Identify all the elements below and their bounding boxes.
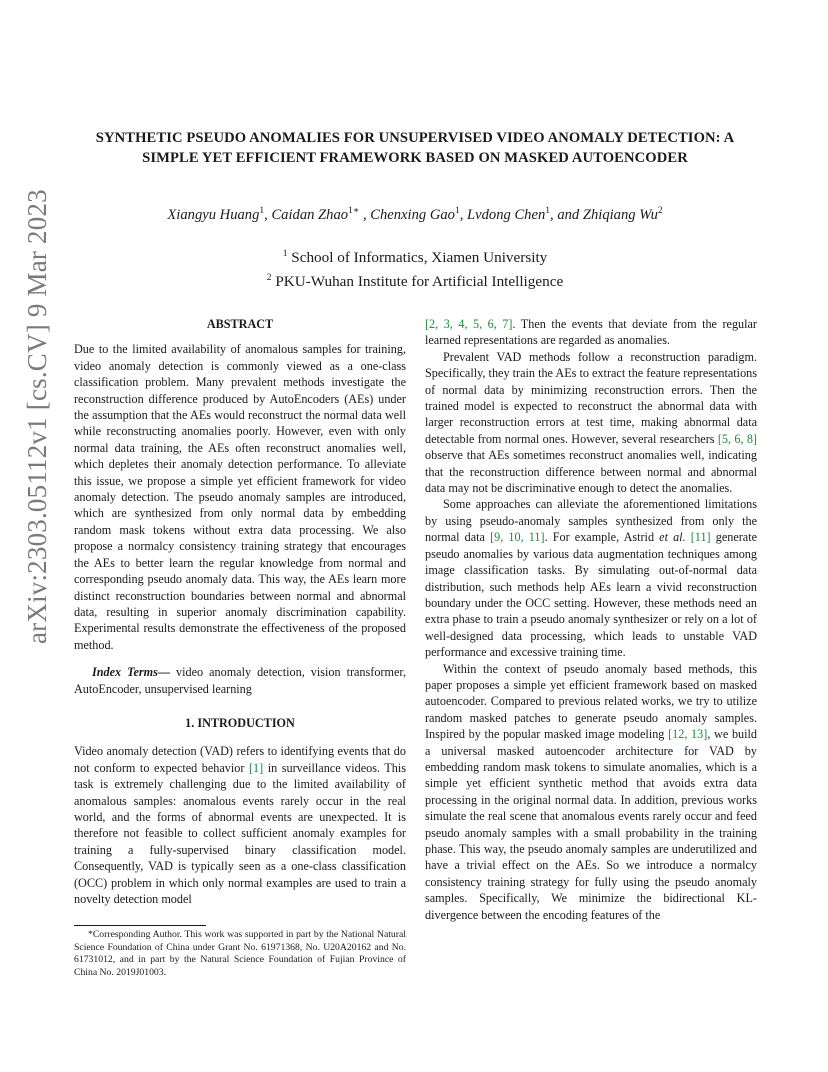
- affiliation-mark: 1: [282, 249, 288, 259]
- text-run: Within the context of pseudo anomaly based methods, this paper proposes a simple yet efficient framework based on masked autoencoder. Compared to previous related works, we try to utilize random masked patches to generate pseudo anomaly samples. Inspired by the popular masked image modeling: [425, 661, 757, 742]
- paragraph: [425, 496, 757, 660]
- author-list: Xiangyu Huang$^1$, Caidan Zhao$^{1∗}$ , Chenxing Gao$^1$, Lvdong Chen$^1$, and Zhiqiang Wu$^2$: [167, 206, 663, 223]
- author-name: Xiangyu Huang: [167, 206, 260, 223]
- arxiv-identifier: arXiv:2303.05112v1 [cs.CV] 9 Mar 2023: [22, 189, 52, 644]
- author-name: Chenxing Gao: [370, 206, 455, 223]
- author-name: Caidan Zhao: [271, 206, 349, 223]
- paragraph: [425, 316, 757, 349]
- author-mark: 1: [454, 206, 460, 216]
- index-terms-text: video anomaly detection, vision transformer, AutoEncoder, unsupervised learning: [74, 665, 406, 696]
- paper-title: SYNTHETIC PSEUDO ANOMALIES FOR UNSUPERVISED VIDEO ANOMALY DETECTION: A SIMPLE YET EFFICIENT FRAMEWORK BASED ON MASKED AUTOENCODER: [95, 130, 735, 166]
- author-name: Zhiqiang Wu: [582, 206, 658, 223]
- citation-link[interactable]: [9, 10, 11]: [490, 530, 545, 545]
- author-mark: 1: [259, 206, 265, 216]
- text-run: generate pseudo anomalies by various data augmentation techniques among image classification tasks. By simulating out-of-normal data distribution, such methods help AEs learn a vivid reconstruction boundary under the OCC setting. However, these methods need an extra phase to train a pseudo anomaly synthesizer or rely on a lot of well-designed data processing, which leads to unstable VAD performance and excessive training time.: [425, 530, 758, 660]
- citation-link[interactable]: [5, 6, 8]: [717, 431, 757, 446]
- author-mark: 1: [545, 206, 551, 216]
- left-column: [74, 316, 406, 907]
- citation-link[interactable]: [2, 3, 4, 5, 6, 7]: [425, 317, 513, 331]
- text-run: . For example, Astrid: [544, 530, 660, 545]
- author-mark: 2: [657, 206, 663, 216]
- footnote-rule: [74, 925, 206, 926]
- author-mark: 1∗: [348, 206, 360, 216]
- footnote: *Corresponding Author. This work was supported in part by the National Natural Science Foundation of China under Grant No. 61971368, No. U20A20162 and No. 61731012, and in part by the Natural Science Foundation of Fujian Province of China No. 2019J01003.: [74, 929, 406, 978]
- text-run: . Then the events that deviate from the regular learned representations are regarded as anomalies.: [425, 317, 757, 348]
- text-run: Prevalent VAD methods follow a reconstruction paradigm. Specifically, they train the AEs to extract the feature representations of normal data by minimizing reconstruction errors. Then the trained model is expected to reconstruct the abnormal data with larger reconstruction errors at test time, making abnormal data detectable from normal ones. However, several researchers: [425, 349, 757, 446]
- author-name: Lvdong Chen: [467, 206, 546, 223]
- affiliation-text: School of Informatics, Xiamen University: [291, 249, 548, 267]
- abstract-heading: ABSTRACT: [206, 317, 274, 331]
- citation-link[interactable]: [11]: [690, 530, 711, 545]
- paragraph: [425, 661, 757, 924]
- index-terms: [74, 664, 406, 697]
- text-run: et al.: [659, 530, 686, 545]
- text-run: observe that AEs sometimes reconstruct anomalies well, indicating that the reconstruction difference between normal and abnormal data may not be discriminative enough to detect the anomalies.: [425, 448, 757, 496]
- affiliation-mark: 2: [266, 273, 272, 284]
- abstract-text: Due to the limited availability of anomalous samples for training, video anomaly detection is commonly viewed as a one-class classification problem. Many prevalent methods investigate the reconstruction difference produced by AutoEncoders (AEs) under the assumption that the AEs would reconstruct the normal data well while reconstructing anomalies poorly. However, even with only normal data training, the AEs often reconstruct anomalies well, which depletes their anomaly detection performance. To alleviate this issue, we propose a simple yet efficient framework for video anomaly detection. The pseudo anomaly samples are introduced, which are synthesized from only normal data by embedding random mask tokens without extra data processing. We also propose a normalcy consistency training strategy that encourages the AEs to better learn the regular knowledge from normal and corresponding pseudo anomaly data. This way, the AEs learn more distinct reconstruction boundaries between normal and abnormal data, resulting in superior anomaly discrimination capability. Experimental results demonstrate the effectiveness of the proposed method.: [74, 342, 406, 652]
- text-run: Video anomaly detection (VAD) refers to identifying events that do not conform to expected behavior: [74, 744, 406, 775]
- affiliation: [90, 268, 740, 292]
- intro-paragraph: [74, 743, 406, 907]
- right-column: [425, 316, 757, 923]
- citation-link[interactable]: [1]: [248, 760, 264, 775]
- affiliation-text: PKU-Wuhan Institute for Artificial Intelligence: [275, 273, 564, 291]
- index-terms-label: Index Terms—: [92, 665, 171, 680]
- affiliations: [90, 244, 740, 292]
- citation-link[interactable]: [12, 13]: [668, 727, 708, 742]
- affiliation: [90, 244, 740, 268]
- intro-heading: 1. INTRODUCTION: [185, 715, 295, 730]
- text-run: in surveillance videos. This task is extremely challenging due to the limited availability of anomalous samples: anomalous events rarely occur in the real world, and the forms of abnormal events are unexpected. It is therefore not feasible to collect sufficient anomaly examples for training a fully-supervised binary classification model. Consequently, VAD is typically seen as a one-class classification (OCC) problem in which only normal examples are used to train a novelty detection model: [74, 760, 406, 906]
- text-run: Some approaches can alleviate the aforementioned limitations by using pseudo-anomaly samples synthesized from only the normal data: [425, 497, 757, 545]
- paragraph: [425, 349, 757, 497]
- text-run: , we build a universal masked autoencoder architecture for VAD by embedding random mask tokens to simulate anomalies, which is a simple yet efficient synthetic method that avoids extra data processing in the original normal data. In addition, previous works simulate the real scene that anomalous events rarely occur and feed pseudo anomaly samples with a small probability in the training phase. This way, the pseudo anomaly samples are underutilized and have a trivial effect on the AEs. So we introduce a normalcy consistency training strategy for fully using the pseudo anomaly samples. Specifically, We minimize the bidirectional KL-divergence between the encoding features of the: [425, 727, 757, 922]
